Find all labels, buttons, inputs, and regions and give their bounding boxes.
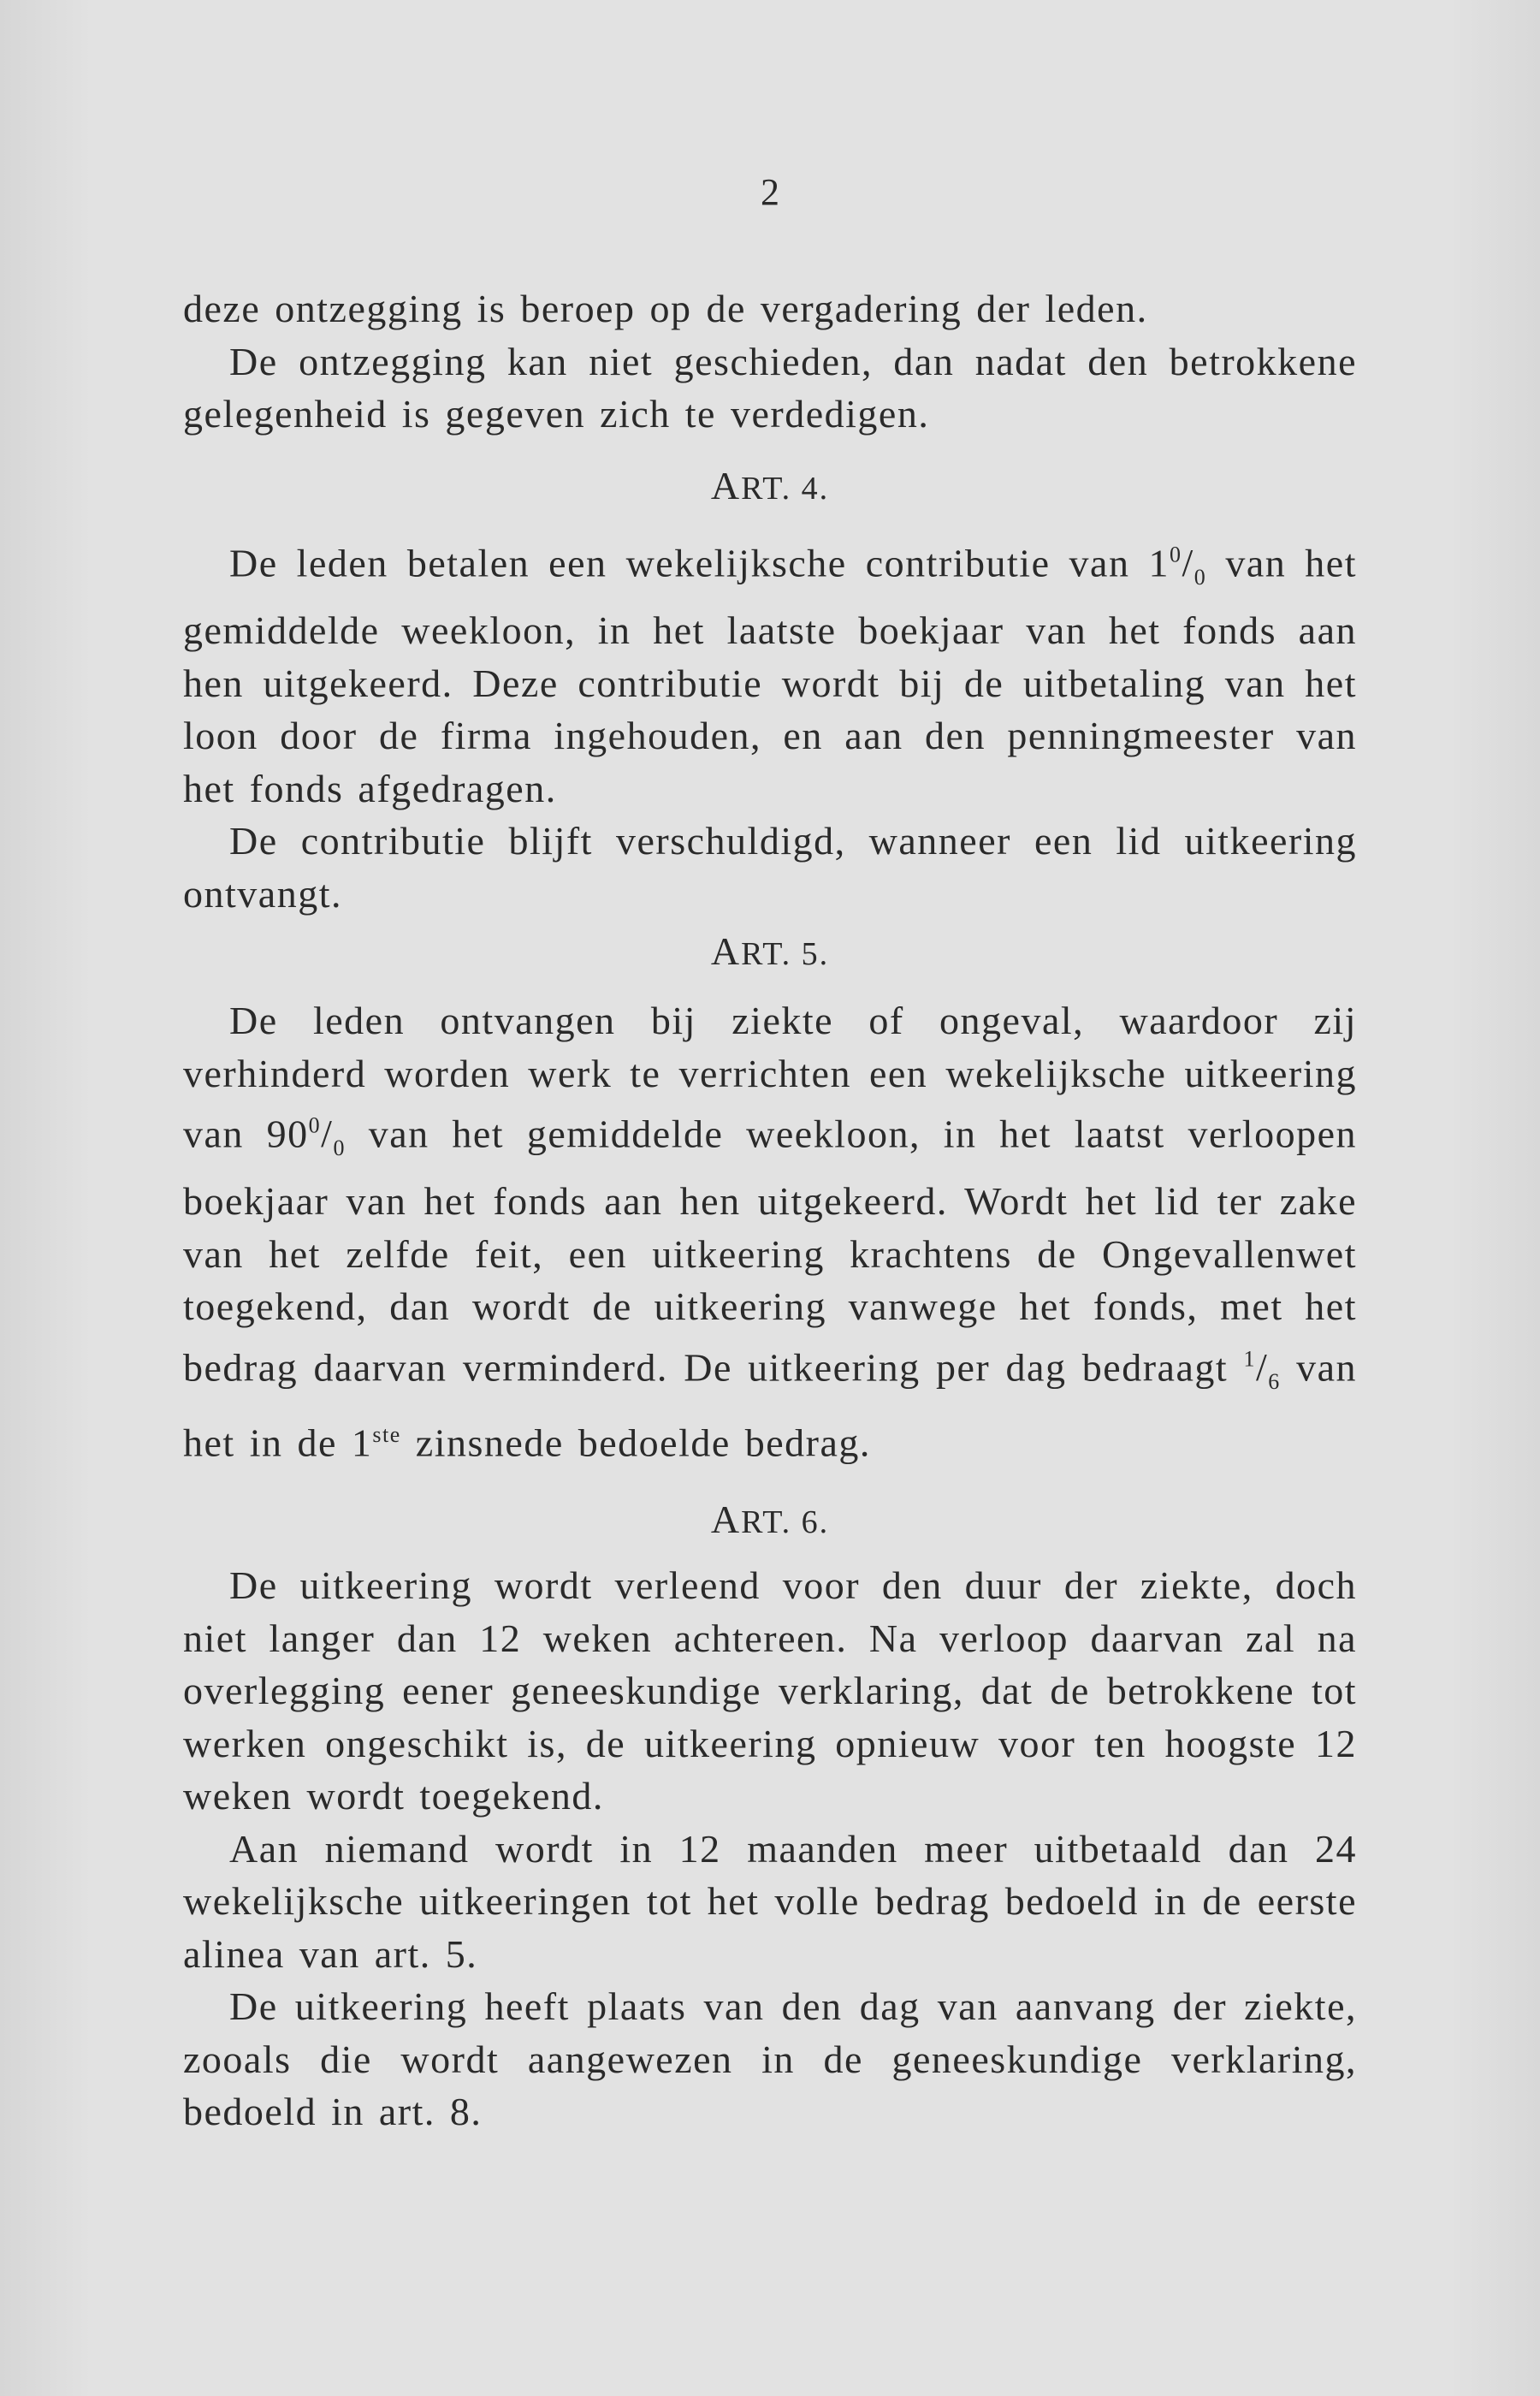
fraction: $^1/_6$ (1243, 1344, 1281, 1395)
article-heading-5: ART. 5. (710, 929, 830, 973)
page-number: 2 (761, 171, 779, 213)
paragraph: De contributie blijft verschuldigd, wanneer een lid uitkeering ontvangt. (183, 819, 1357, 916)
article-heading-4: ART. 4. (710, 464, 830, 507)
paragraph: deze ontzegging is beroep op de vergadering der leden. (183, 287, 1148, 330)
percent-sign: $^0/_0$ (308, 1112, 346, 1161)
continued-paragraph-block (183, 282, 1357, 441)
paragraph: De uitkeering wordt verleend voor den duur der ziekte, doch niet langer dan 12 weken achtereen. Na verloop daarvan zal na overlegging eener geneeskundige verklaring, dat de betrokkene tot werken ongeschikt is, de uitkeering opnieuw voor ten hoogste 12 weken wordt toegekend. (183, 1563, 1357, 1818)
paragraph: De leden ontvangen bij ziekte of ongeval, waardoor zij verhinderd worden werk te verrichten een wekelijksche uitkeering van $90^0/_0$ van het gemiddelde weekloon, in het laatst verloopen boekjaar van het fonds aan hen uitgekeerd. Wordt het lid ter zake van het zelfde feit, een uitkeering krachtens de Ongevallenwet toegekend, dan wordt de uitkeering vanwege het fonds, met het bedrag daarvan verminderd. De uitkeering per dag bedraagt $^1/_6$ van het in de 1ste zinsnede bedoelde bedrag. (183, 999, 1357, 1464)
article-6-body (183, 1559, 1357, 2138)
paragraph: De leden betalen een wekelijksche contributie van $1^0/_0$ van het gemiddelde weekloon, in het laatste boekjaar van het fonds aan hen uitgekeerd. Deze contributie wordt bij de uitbetaling van het loon door de firma ingehouden, en aan den penningmeester van het fonds afgedragen. (183, 541, 1357, 810)
percent-sign: $^0/_0$ (1170, 541, 1207, 590)
paragraph: De uitkeering heeft plaats van den dag van aanvang der ziekte, zooals die wordt aangewezen in de geneeskundige verklaring, bedoeld in art. 8. (183, 1984, 1357, 2133)
article-4-body (183, 529, 1357, 920)
paragraph: De ontzegging kan niet geschieden, dan nadat den betrokkene gelegenheid is gegeven zich te verdedigen. (183, 339, 1357, 436)
paragraph: Aan niemand wordt in 12 maanden meer uitbetaald dan 24 wekelijksche uitkeeringen tot het volle bedrag bedoeld in de eerste alinea van art. 5. (183, 1826, 1357, 1976)
article-5-body (183, 994, 1357, 1468)
article-heading-6: ART. 6. (710, 1498, 830, 1541)
ordinal-suffix: ste (372, 1421, 401, 1447)
